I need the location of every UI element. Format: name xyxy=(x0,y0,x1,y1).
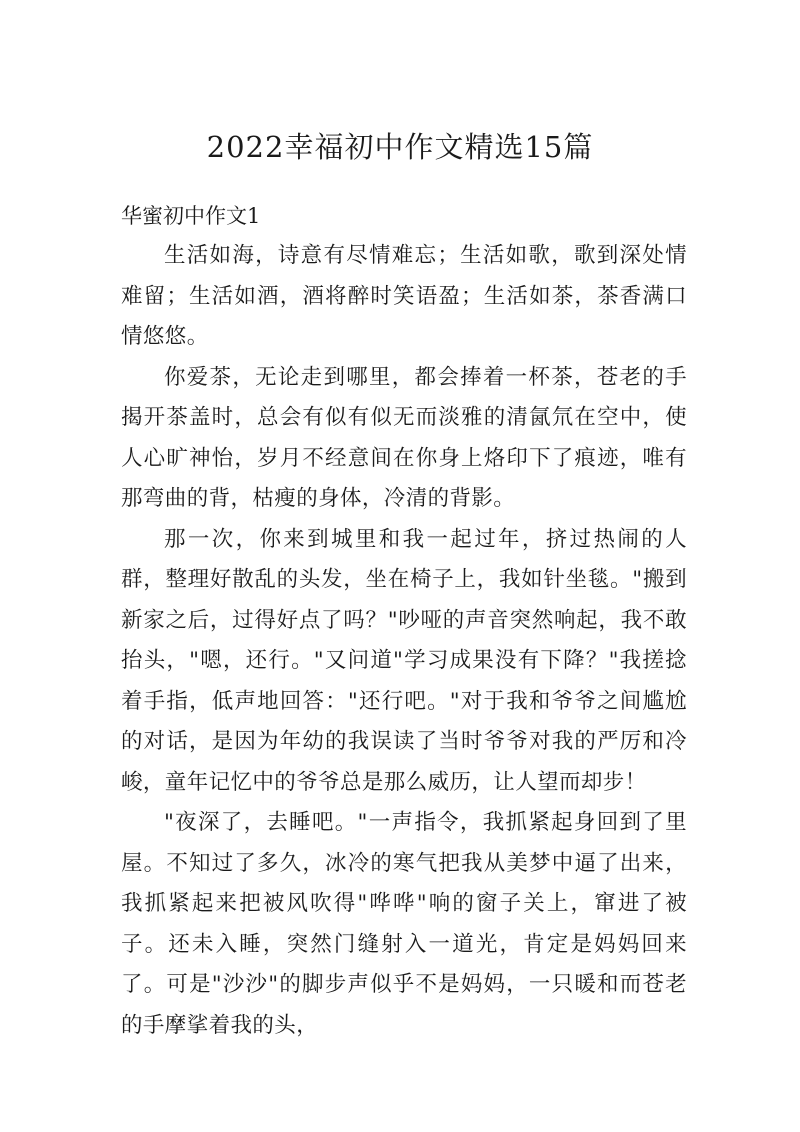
paragraph: 生活如海，诗意有尽情难忘；生活如歌，歌到深处情难留；生活如酒，酒将醉时笑语盈；生活如茶，茶香满口情悠悠。 xyxy=(121,243,687,349)
paragraph: "夜深了，去睡吧。"一声指令，我抓紧起身回到了里屋。不知过了多久，冰冷的寒气把我从美梦中逼了出来，我抓紧起来把被风吹得"哗哗"响的窗子关上，窜进了被子。还未入睡，突然门缝射入一道光，肯定是妈妈回来了。可是"沙沙"的脚步声似乎不是妈妈，一只暖和而苍老的手摩挲着我的头， xyxy=(121,810,687,1038)
paragraph: 那一次，你来到城里和我一起过年，挤过热闹的人群，整理好散乱的头发，坐在椅子上，我如针坐毯。"搬到新家之后，过得好点了吗？"吵哑的声音突然响起，我不敢抬头，"嗯，还行。"又问道"学习成果没有下降？"我搓捻着手指，低声地回答："还行吧。"对于我和爷爷之间尴尬的对话，是因为年幼的我误读了当时爷爷对我的严厉和冷峻，童年记忆中的爷爷总是那么威历，让人望而却步！ xyxy=(121,526,687,795)
section-heading: 华蜜初中作文1 xyxy=(121,204,261,228)
paragraph: 你爱茶，无论走到哪里，都会捧着一杯茶，苍老的手揭开茶盖时，总会有似有似无而淡雅的清氤氘在空中，使人心旷神怡，岁月不经意间在你身上烙印下了痕迹，唯有那弯曲的背，枯瘦的身体，冷清的背影。 xyxy=(121,364,687,511)
document-title: 2022幸福初中作文精选15篇 xyxy=(206,130,594,164)
essay-body xyxy=(121,236,687,1046)
